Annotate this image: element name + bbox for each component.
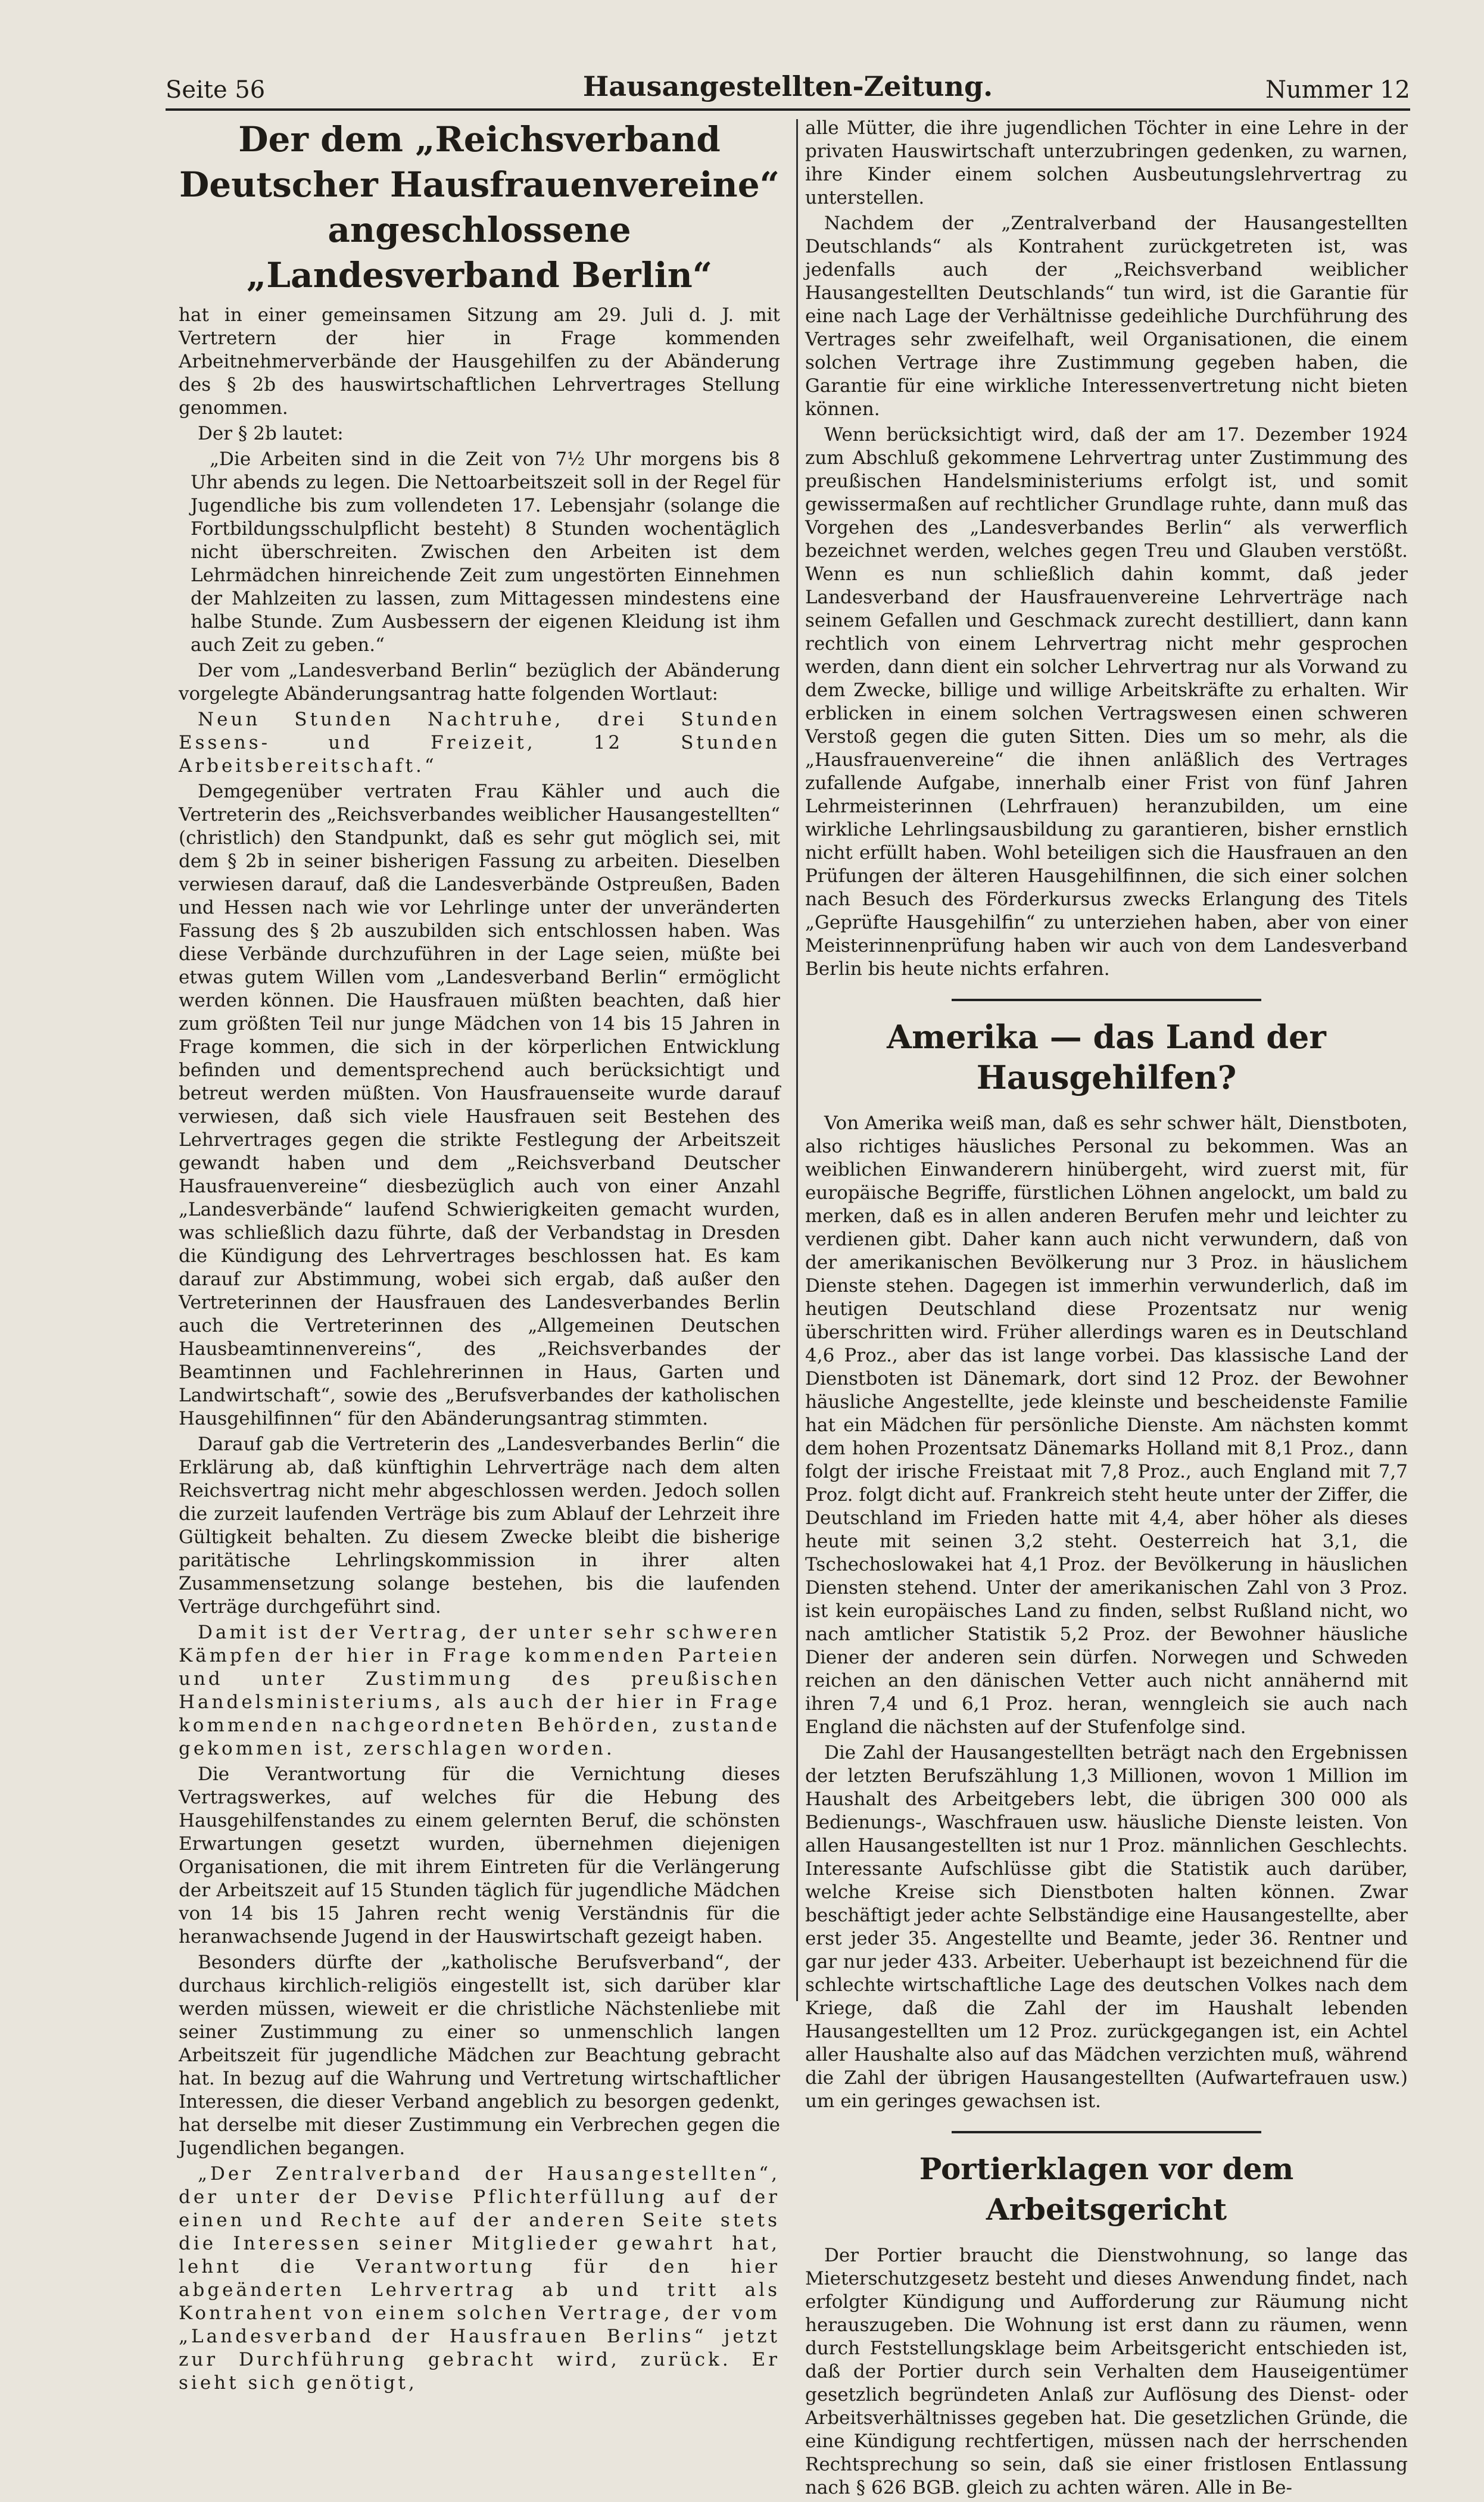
right-column bbox=[805, 117, 1408, 2502]
article-headline: Portierklagen vor dem Arbeitsgericht bbox=[919, 2151, 1294, 2227]
paragraph: Nachdem der „Zentralverband der Hausangestellten Deutschlands“ als Kontrahent zurückgetreten ist, was jedenfalls auch der „Reichsverband weiblicher Hausangestellten Deutschlands“ tun wird, ist die Garantie für eine nach Lage der Verhältnisse gedeihliche Durchführung des Vertrages sehr zweifelhaft, weil Organisationen, die einem solchen Vertrage ihre Zustimmung gegeben haben, die Garantie für eine wirkliche Interessenvertretung nicht bieten können. bbox=[805, 213, 1408, 420]
issue-number: Nummer 12 bbox=[1265, 76, 1410, 104]
spaced-paragraph: Neun Stunden Nachtruhe, drei Stunden Essens- und Freizeit, 12 Stunden Arbeitsbereitschaft.“ bbox=[179, 709, 780, 777]
paragraph: Der vom „Landesverband Berlin“ bezüglich der Abänderung vorgelegte Abänderungsantrag hatte folgenden Wortlaut: bbox=[179, 660, 780, 705]
page-number: Seite 56 bbox=[166, 76, 266, 104]
paragraph: alle Mütter, die ihre jugendlichen Töchter in eine Lehre in der privaten Hauswirtschaft unterzubringen gedenken, zu warnen, ihre Kinder einem solchen Ausbeutungslehrvertrag zu unterstellen. bbox=[805, 117, 1408, 208]
spaced-paragraph: „Der Zentralverband der Hausangestellten“, der unter der Devise Pflichterfüllung auf der einen und Rechte auf der anderen Seite stets die Interessen seiner Mitglieder gewahrt hat, lehnt die Verantwortung für den hier abgeänderten Lehrvertrag ab und tritt als Kontrahent von einem solchen Vertrage, der vom „Landesverband der Hausfrauen Berlins“ jetzt zur Durchführung gebracht wird, zurück. Er sieht sich genötigt, bbox=[179, 2163, 780, 2394]
article-headline: Amerika — das Land der Hausgehilfen? bbox=[887, 1018, 1326, 1096]
column-divider bbox=[796, 119, 798, 2001]
paragraph: Darauf gab die Vertreterin des „Landesverbandes Berlin“ die Erklärung ab, daß künftighin Lehrverträge nach dem alten Reichsvertrag nicht mehr abgeschlossen werden. Jedoch sollen die zurzeit laufenden Verträge bis zum Ablauf der Lehrzeit ihre Gültigkeit behalten. Zu diesem Zwecke bleibt die bisherige paritätische Lehrlingskommission in ihrer alten Zusammensetzung solange bestehen, bis die laufenden Verträge durchgeführt sind. bbox=[179, 1434, 780, 1618]
running-head bbox=[166, 70, 1410, 106]
paragraph: Der § 2b lautet: bbox=[198, 423, 344, 444]
left-column bbox=[179, 117, 780, 2397]
paragraph: Demgegenüber vertraten Frau Kähler und auch die Vertreterin des „Reichsverbandes weiblicher Hausangestellten“ (christlich) den Standpunkt, daß es sehr gut möglich sei, mit dem § 2b in seiner bisherigen Fassung zu arbeiten. Dieselben verwiesen darauf, daß die Landesverbände Ostpreußen, Baden und Hessen nach wie vor Lehrlinge unter der unveränderten Fassung des § 2b auszubilden sich entschlossen haben. Was diese Verbände durchzuführen in der Lage seien, müßte bei etwas gutem Willen vom „Landesverband Berlin“ ermöglicht werden können. Die Hausfrauen müßten beachten, daß hier zum größten Teil nur junge Mädchen von 14 bis 15 Jahren in Frage kommen, die sich in der körperlichen Entwicklung befinden und dementsprechend auch berücksichtigt und betreut werden müßten. Von Hausfrauenseite wurde darauf verwiesen, daß sich viele Hausfrauen seit Bestehen des Lehrvertrages gegen die strikte Festlegung der Arbeitszeit gewandt haben und dem „Reichsverband Deutscher Hausfrauenvereine“ diesbezüglich auch von einer Anzahl „Landesverbände“ laufend Schwierigkeiten gemacht wurden, was schließlich dazu führte, daß der Verbandstag in Dresden die Kündigung des Lehrvertrages beschlossen hat. Es kam darauf zur Abstimmung, wobei sich ergab, daß außer den Vertreterinnen der Hausfrauen des Landesverbandes Berlin auch die Vertreterinnen des „Allgemeinen Deutschen Hausbeamtinnenvereins“, des „Reichsverbandes der Beamtinnen und Fachlehrerinnen in Haus, Garten und Landwirtschaft“, sowie des „Berufsverbandes der katholischen Hausgehilfinnen“ für den Abänderungsantrag stimmten. bbox=[179, 781, 780, 1429]
paragraph: Der Portier braucht die Dienstwohnung, so lange das Mieterschutzgesetz besteht und dieses Anwendung findet, nach erfolgter Kündigung und Aufforderung zur Räumung nicht herauszugeben. Die Wohnung ist erst dann zu räumen, wenn durch Feststellungsklage beim Arbeitsgericht entschieden ist, daß der Portier durch sein Verhalten dem Hauseigentümer gesetzlich begründeten Anlaß zur Auflösung des Dienst- oder Arbeitsverhältnisses gegeben hat. Die gesetzlichen Gründe, die eine Kündigung rechtfertigen, müssen nach der herrschenden Rechtsprechung so sein, daß sie einer fristlosen Entlassung nach § 626 BGB. gleich zu achten wären. Alle in Be- bbox=[805, 2245, 1408, 2498]
paragraph: Die Zahl der Hausangestellten beträgt nach den Ergebnissen der letzten Berufszählung 1,3 Millionen, wovon 1 Million im Haushalt des Arbeitgebers lebt, die übrigen 300 000 als Bedienungs-, Waschfrauen usw. häusliche Dienste leisten. Von allen Hausangestellten ist nur 1 Proz. männlichen Geschlechts. Interessante Aufschlüsse gibt die Statistik auch darüber, welche Kreise sich Dienstboten halten können. Zwar beschäftigt jeder achte Selbständige eine Hausangestellte, aber erst jeder 35. Angestellte und Beamte, jeder 36. Rentner und gar nur jeder 433. Arbeiter. Ueberhaupt ist bezeichnend für die schlechte wirtschaftliche Lage des deutschen Volkes nach dem Kriege, daß die Zahl der im Haushalt lebenden Hausangestellten um 12 Proz. zurückgegangen ist, ein Achtel aller Haushalte also auf das Mädchen verzichten muß, während die Zahl der übrigen Hausangestellten (Aufwartefrauen usw.) um ein geringes gewachsen ist. bbox=[805, 1742, 1408, 2112]
quoted-paragraph: „Die Arbeiten sind in die Zeit von 7½ Uhr morgens bis 8 Uhr abends zu legen. Die Nettoarbeitszeit soll in der Regel für Jugendliche bis zum vollendeten 17. Lebensjahr (solange die Fortbildungsschulpflicht besteht) 8 Stunden wochentäglich nicht überschreiten. Zwischen den Arbeiten ist dem Lehrmädchen hinreichende Zeit zum ungestörten Einnehmen der Mahlzeiten zu lassen, zum Mittagessen mindestens eine halbe Stunde. Zum Ausbessern der eigenen Kleidung ist ihm auch Zeit zu geben.“ bbox=[191, 448, 780, 656]
paragraph: Wenn berücksichtigt wird, daß der am 17. Dezember 1924 zum Abschluß gekommene Lehrvertrag unter Zustimmung des preußischen Handelsministeriums erfolgt ist, und somit gewissermaßen auf rechtlicher Grundlage ruhte, dann muß das Vorgehen des „Landesverbandes Berlin“ als verwerflich bezeichnet werden, welches gegen Treu und Glauben verstößt. Wenn es nun schließlich dahin kommt, daß jeder Landesverband der Hausfrauenvereine Lehrverträge nach seinem Gefallen und Geschmack zurecht destilliert, dann kann rechtlich von einem Lehrvertrag nicht mehr gesprochen werden, dann dient ein solcher Lehrvertrag nur als Vorwand zu dem Zwecke, billige und willige Arbeitskräfte zu erhalten. Wir erblicken in einem solchen Vertragswesen einen schweren Verstoß gegen die guten Sitten. Dies um so mehr, als die „Hausfrauenvereine“ die ihnen anläßlich des Vertrages zufallende Aufgabe, innerhalb einer Frist von fünf Jahren Lehrmeisterinnen (Lehrfrauen) heranzubilden, um eine wirkliche Lehrlingsausbildung zu garantieren, bisher ernstlich nicht erfüllt haben. Wohl beteiligen sich die Hausfrauen an den Prüfungen der älteren Hausgehilfinnen, die sich einer solchen nach Besuch des Förderkursus zwecks Erlangung des Titels „Geprüfte Hausgehilfin“ zu unterziehen haben, aber von einer Meisterinnenprüfung haben wir auch von dem Landesverband Berlin bis heute nichts erfahren. bbox=[805, 424, 1408, 980]
article-headline: Der dem „Reichsverband Deutscher Hausfrauenvereine“ angeschlossene „Landesverband Berlin“ bbox=[179, 119, 780, 295]
header-rule bbox=[166, 108, 1410, 111]
section-rule bbox=[952, 999, 1261, 1001]
paragraph: Von Amerika weiß man, daß es sehr schwer hält, Dienstboten, also richtiges häusliches Personal zu bekommen. Was an weiblichen Einwanderern hinübergeht, wird zuerst mit, für europäische Begriffe, fürstlichen Löhnen angelockt, um bald zu merken, daß es in allen anderen Berufen mehr und leichter zu verdienen gibt. Daher kann auch nicht verwundern, daß von der amerikanischen Bevölkerung nur 3 Proz. in häuslichem Dienste stehen. Dagegen ist immerhin verwunderlich, daß im heutigen Deutschland diese Prozentsatz nur wenig überschritten wird. Früher allerdings waren es in Deutschland 4,6 Proz., aber das ist lange vorbei. Das klassische Land der Dienstboten ist Dänemark, dort sind 12 Proz. der Bewohner häusliche Angestellte, jede kleinste und bescheidenste Familie hat ein Mädchen für persönliche Dienste. Am nächsten kommt dem hohen Prozentsatz Dänemarks Holland mit 8,1 Proz., dann folgt der irische Freistaat mit 7,8 Proz., auch England mit 7,7 Proz. folgt dicht auf. Frankreich steht heute unter der Ziffer, die Deutschland im Frieden hatte mit 4,4, aber höher als dieses heute mit seinen 3,2 steht. Oesterreich hat 3,1, die Tschechoslowakei hat 4,1 Proz. der Bevölkerung in häuslichen Diensten stehend. Unter der amerikanischen Zahl von 3 Proz. ist kein europäisches Land zu finden, selbst Rußland nicht, wo nach amtlicher Statistik 5,2 Proz. der Bewohner häusliche Diener der anderen sein dürfen. Norwegen und Schweden reichen an den dänischen Vetter auch nicht annähernd mit ihren 7,4 und 6,1 Proz. heran, wenngleich sie auch nach England die nächsten auf der Stufenfolge sind. bbox=[805, 1113, 1408, 1738]
newspaper-title: Hausangestellten-Zeitung. bbox=[582, 70, 993, 102]
paragraph: Besonders dürfte der „katholische Berufsverband“, der durchaus kirchlich-religiös eingestellt ist, sich darüber klar werden müssen, wieweit er die christliche Nächstenliebe mit seiner Zustimmung zu einer so unmenschlich langen Arbeitszeit für jugendliche Mädchen zur Beachtung gebracht hat. In bezug auf die Wahrung und Vertretung wirtschaftlicher Interessen, die dieser Verband angeblich zu besorgen gedenkt, hat derselbe mit dieser Zustimmung ein Verbrechen gegen die Jugendlichen begangen. bbox=[179, 1952, 780, 2159]
spaced-paragraph: Damit ist der Vertrag, der unter sehr schweren Kämpfen der hier in Frage kommenden Parteien und unter Zustimmung des preußischen Handelsministeriums, als auch der hier in Frage kommenden nachgeordneten Behörden, zustande gekommen ist, zerschlagen worden. bbox=[179, 1622, 780, 1759]
paragraph: Die Verantwortung für die Vernichtung dieses Vertragswerkes, auf welches für die Hebung des Hausgehilfenstandes zu einem gelernten Beruf, die schönsten Erwartungen gesetzt wurden, übernehmen diejenigen Organisationen, die mit ihrem Eintreten für die Verlängerung der Arbeitszeit auf 15 Stunden täglich für jugendliche Mädchen von 14 bis 15 Jahren recht wenig Verständnis für die heranwachsende Jugend in der Hauswirtschaft gezeigt haben. bbox=[179, 1763, 780, 1948]
paragraph: hat in einer gemeinsamen Sitzung am 29. Juli d. J. mit Vertretern der hier in Frage kommenden Arbeitnehmerverbände der Hausgehilfen zu der Abänderung des § 2b des hauswirtschaftlichen Lehrvertrages Stellung genommen. bbox=[179, 304, 780, 419]
section-rule bbox=[952, 2131, 1261, 2133]
